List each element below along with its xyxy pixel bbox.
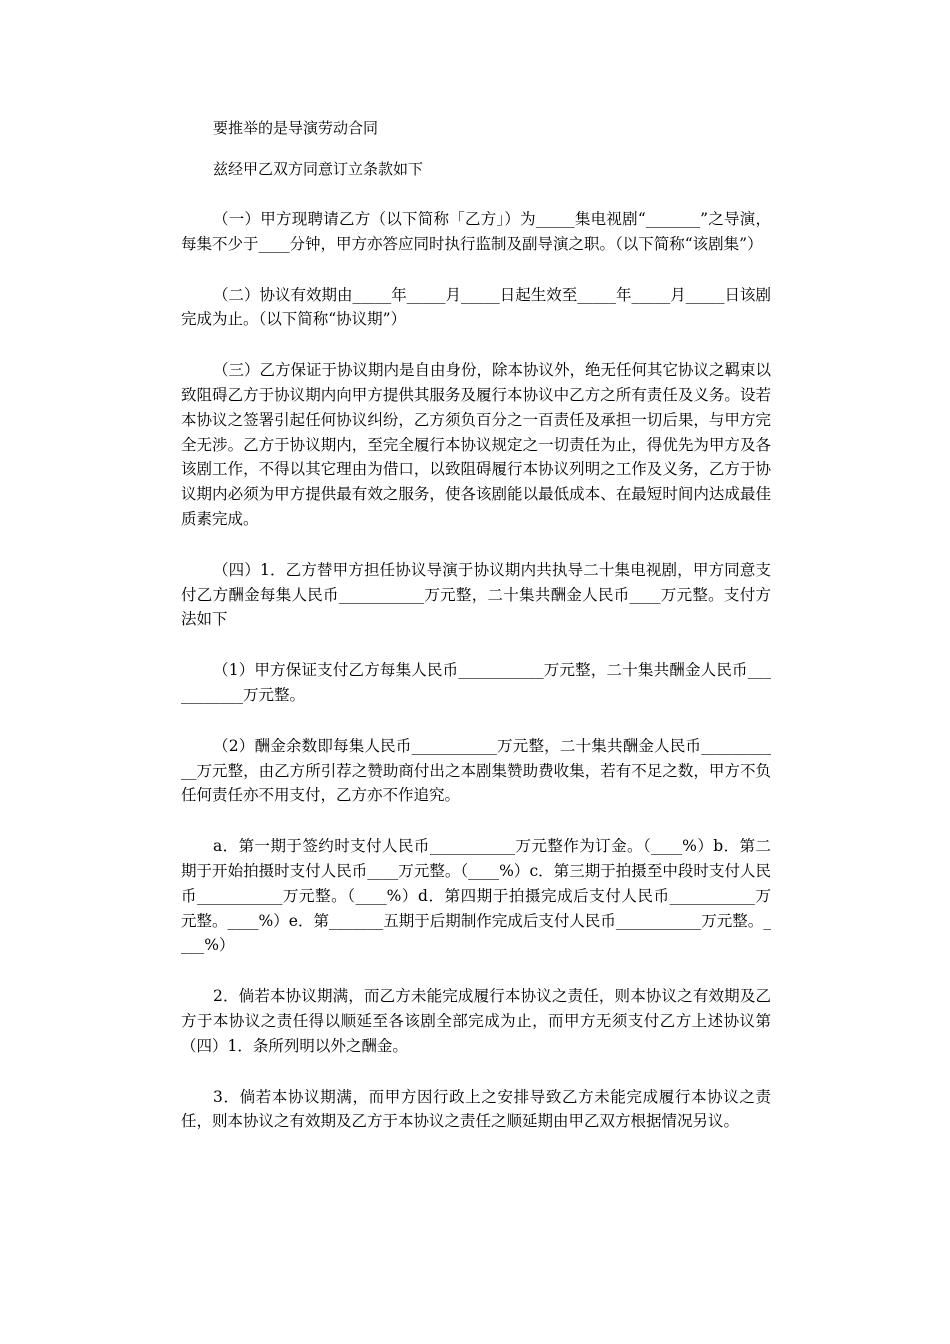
clause-4-3-paragraph: 3．倘若本协议期满，而甲方因行政上之安排导致乙方未能完成履行本协议之责任，则本协议之有效期及乙方于本协议之责任之顺延期由甲乙双方根据情况另议。	[181, 1087, 771, 1131]
clause-2-paragraph: （二）协议有效期由_____年_____月_____日起生效至_____年_____月_____日该剧完成为止。（以下简称“协议期”）	[181, 285, 772, 329]
clause-4-2-paragraph: 2．倘若本协议期满，而乙方未能完成履行本协议之责任，则本协议之有效期及乙方于本协议之责任得以顺延至各该剧全部完成为止，而甲方无须支付乙方上述协议第（四）1．条所列明以外之酬金。	[181, 987, 771, 1055]
payment-item-1-paragraph: （1）甲方保证支付乙方每集人民币___________万元整，二十集共酬金人民币___________万元整。	[181, 661, 771, 704]
clause-4-1-paragraph: （四）1．乙方替甲方担任协议导演于协议期内共执导二十集电视剧，甲方同意支付乙方酬金每集人民币___________万元整，二十集共酬金人民币____万元整。支付方法如下	[181, 560, 771, 629]
payment-item-2-paragraph: （2）酬金余数即每集人民币___________万元整，二十集共酬金人民币___________万元整，由乙方所引荐之赞助商付出之本剧集赞助费收集，若有不足之数，甲方不负任何责任亦不用支付，乙方亦不作追究。	[181, 736, 771, 805]
clause-3-paragraph: （三）乙方保证于协议期内是自由身份，除本协议外，绝无任何其它协议之羁束以致阻碍乙方于协议期内向甲方提供其服务及履行本协议中乙方之所有责任及义务。设若本协议之签署引起任何协议纠纷，乙方须负百分之一百责任及承担一切后果，与甲方完全无涉。乙方于协议期内，至完全履行本协议规定之一切责任为止，得优先为甲方及各该剧工作，不得以其它理由为借口，以致阻碍履行本协议列明之工作及义务，乙方于协议期内必须为甲方提供最有效之服务，使各该剧能以最低成本、在最短时间内达成最佳质素完成。	[181, 361, 772, 528]
document-intro: 兹经甲乙双方同意订立条款如下	[213, 160, 424, 178]
document-page	[181, 116, 771, 1134]
document-title: 要推举的是导演劳动合同	[213, 119, 379, 137]
clause-1-paragraph: （一）甲方现聘请乙方（以下简称「乙方」）为_____集电视剧“_______”之导演，每集不少于____分钟，甲方亦答应同时执行监制及副导演之职。（以下简称“该剧集”）	[181, 210, 771, 253]
installments-paragraph: a．第一期于签约时支付人民币___________万元整作为订金。（____%）b．第二期于开始拍摄时支付人民币____万元整。（____%）c．第三期于拍摄至中段时支付人民币___________万元整。（____%）d．第四期于拍摄完成后支付人民币___________万元整。____%）e．第_______五期于后期制作完成后支付人民币___________万元整。____%）	[181, 837, 771, 955]
